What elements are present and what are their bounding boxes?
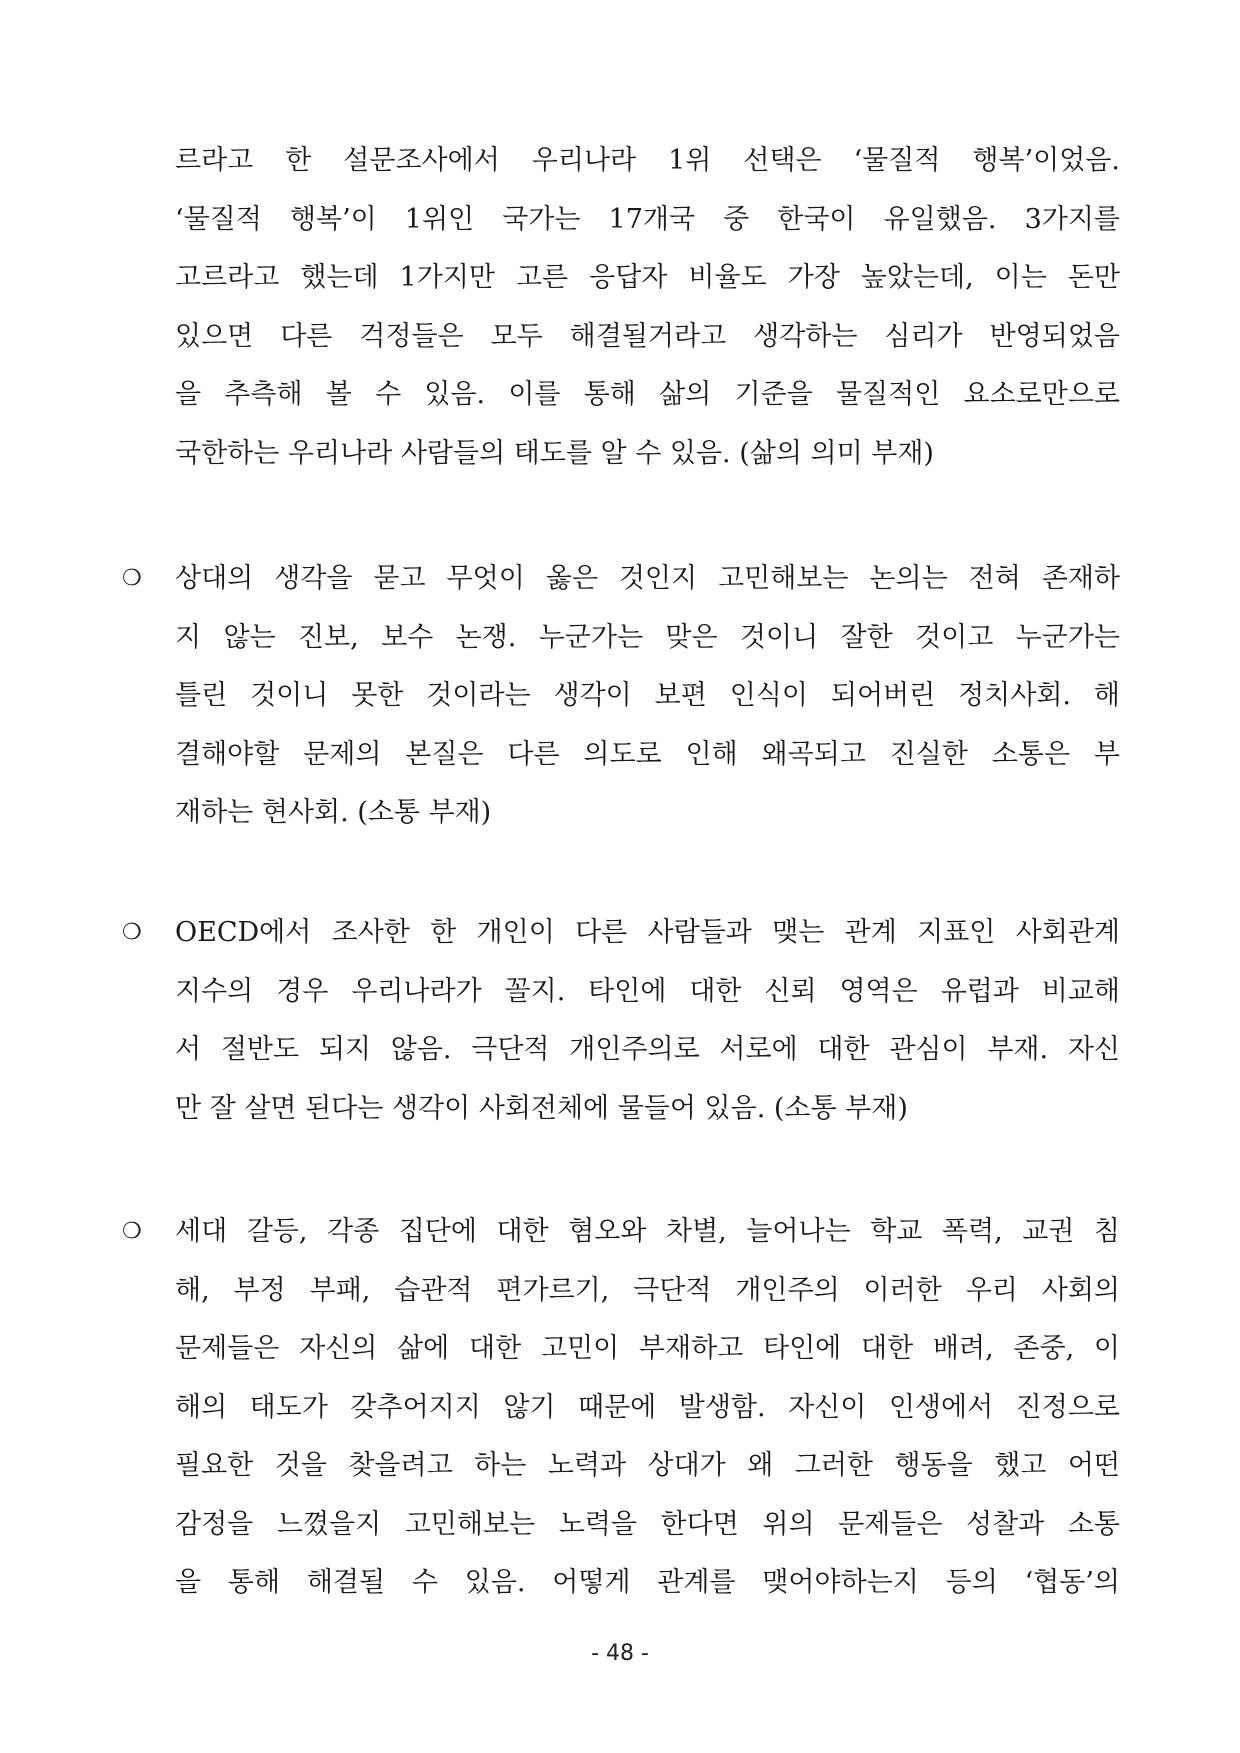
text-line: 세대 갈등, 각종 집단에 대한 혐오와 차별, 늘어나는 학교 폭력, 교권 침 [175,1216,1120,1247]
text-line: OECD에서 조사한 한 개인이 다른 사람들과 맺는 관계 지표인 사회관계 [175,917,1120,948]
hollow-circle-bullet-icon: ❍ [122,1219,142,1244]
text-line: 결해야할 문제의 본질은 다른 의도로 인해 왜곡되고 진실한 소통은 부 [175,738,1120,770]
text-line: ‘물질적 행복’이 1위인 국가는 17개국 중 한국이 유일했음. 3가지를 [175,203,1120,235]
text-line: 만 잘 살면 된다는 생각이 사회전체에 물들어 있음. (소통 부재) [175,1092,908,1124]
page-number: - 48 - [591,1641,649,1666]
text-line: 국한하는 우리나라 사람들의 태도를 알 수 있음. (삶의 의미 부재) [175,437,934,469]
text-line: 지 않는 진보, 보수 논쟁. 누군가는 맞은 것이니 잘한 것이고 누군가는 [175,621,1120,653]
text-line: 해, 부정 부패, 습관적 편가르기, 극단적 개인주의 이러한 우리 사회의 [175,1274,1120,1306]
text-line: 문제들은 자신의 삶에 대한 고민이 부재하고 타인에 대한 배려, 존중, 이 [175,1333,1120,1364]
hollow-circle-bullet-icon: ❍ [122,920,142,945]
paragraph-continuation [175,132,1120,483]
text-line: 지수의 경우 우리나라가 꼴지. 타인에 대한 신뢰 영역은 유럽과 비교해 [175,975,1120,1007]
text-line: 고르라고 했는데 1가지만 고른 응답자 비율도 가장 높았는데, 이는 돈만 [175,262,1120,293]
text-line: 상대의 생각을 묻고 무엇이 옳은 것인지 고민해보는 논의는 전혀 존재하 [175,563,1120,594]
text-line: 르라고 한 설문조사에서 우리나라 1위 선택은 ‘물질적 행복’이었음. [175,145,1120,176]
text-line: 틀린 것이니 못한 것이라는 생각이 보편 인식이 되어버린 정치사회. 해 [175,680,1120,711]
hollow-circle-bullet-icon: ❍ [122,566,142,591]
text-line: 감정을 느꼈을지 고민해보는 노력을 한다면 위의 문제들은 성찰과 소통 [175,1508,1120,1540]
text-line: 필요한 것을 찾을려고 하는 노력과 상대가 왜 그러한 행동을 했고 어떤 [175,1450,1120,1481]
bullet-paragraph [175,904,1120,1138]
bullet-paragraph [175,1203,1120,1613]
text-line: 있으면 다른 걱정들은 모두 해결될거라고 생각하는 심리가 반영되었음 [175,320,1120,352]
text-line: 재하는 현사회. (소통 부재) [175,797,492,828]
text-line: 해의 태도가 갖추어지지 않기 때문에 발생함. 자신이 인생에서 진정으로 [175,1391,1120,1423]
text-line: 을 통해 해결될 수 있음. 어떻게 관계를 맺어야하는지 등의 ‘협동’의 [175,1567,1120,1598]
text-line: 을 추측해 볼 수 있음. 이를 통해 삶의 기준을 물질적인 요소로만으로 [175,379,1120,410]
text-line: 서 절반도 되지 않음. 극단적 개인주의로 서로에 대한 관심이 부재. 자신 [175,1034,1120,1065]
bullet-paragraph [175,550,1120,843]
